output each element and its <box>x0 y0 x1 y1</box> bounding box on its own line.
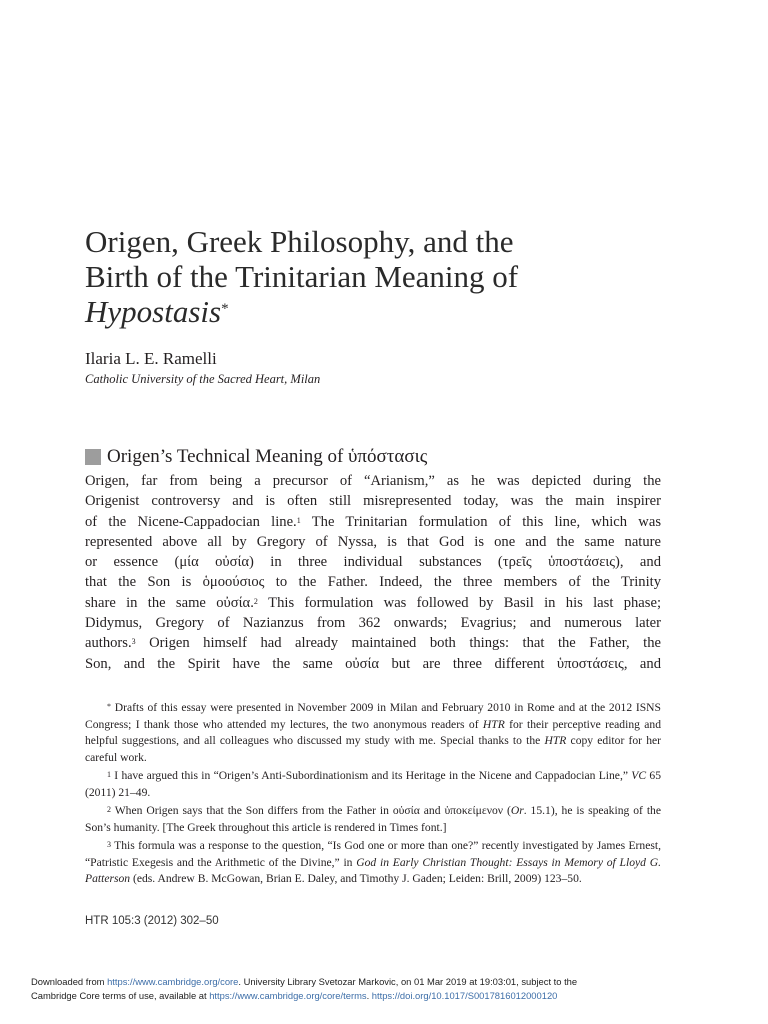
footnote-ref-1[interactable]: 1 <box>296 515 301 525</box>
footnotes <box>85 700 661 890</box>
footnote-ref-2[interactable]: 2 <box>253 596 258 606</box>
title-line-3 <box>85 294 645 329</box>
title-footnote-mark[interactable]: * <box>221 301 229 317</box>
body-line: of the Nicene-Cappadocian line.$^1$ The Trinitarian formulation of this line, which was <box>85 513 662 530</box>
body-line: authors.$^3$ Origen himself had already maintained both things: that the Father, the <box>85 635 661 652</box>
body-line: or essence (μία οὐσία) in three individual substances (τρεῖς ὑποστάσεις), and <box>85 554 661 571</box>
title-hypostasis: Hypostasis <box>85 294 222 329</box>
body-line: Origen, far from being a precursor of “Arianism,” as he was depicted during the <box>85 473 661 489</box>
section-square-icon <box>85 449 101 465</box>
footnote-2: $^2$ When Origen says that the Son differs from the Father in οὐσία and ὑποκείμενον (Or. 15.1), he is speaking of the Son’s humanity. [The Greek throughout this article is rendered in Times font.] <box>85 804 661 834</box>
body-line: share in the same οὐσία.$^2$ This formulation was followed by Basil in his last phase; <box>85 594 661 611</box>
body-line: Origenist controversy and is often still misrepresented today, was the main inspirer <box>85 493 661 510</box>
body-line: Didymus, Gregory of Nazianzus from 362 onwards; Evagrius; and numerous later <box>85 615 661 632</box>
author-name: Ilaria L. E. Ramelli <box>85 349 217 368</box>
title-line-1: Origen, Greek Philosophy, and the <box>85 224 514 259</box>
journal-reference: HTR 105:3 (2012) 302–50 <box>85 915 219 927</box>
title-line-2: Birth of the Trinitarian Meaning of <box>85 259 519 294</box>
footnote-star: * Drafts of this essay were presented in November 2009 in Milan and February 2010 in Rome and at the 2012 ISNS Congress; I thank those who attended my lectures, the two anonymous readers of HTR for their perceptive reading and helpful suggestions, and all colleagues who discussed my study with me. Special thanks to the HTR copy editor for her careful work. <box>85 701 661 764</box>
cambridge-core-link[interactable]: https://www.cambridge.org/core <box>107 976 239 987</box>
section-heading <box>85 446 427 468</box>
body-line: Son, and the Spirit have the same οὐσία but are three different ὑποστάσεις, and <box>85 655 661 672</box>
section-heading-text: Origen’s Technical Meaning of ὑπόστασις <box>107 446 428 467</box>
body-line: represented above all by Gregory of Nyssa, is that God is one and the same nature <box>85 533 661 550</box>
author-affiliation: Catholic University of the Sacred Heart, Milan <box>85 372 321 386</box>
article-title <box>85 224 645 329</box>
body-text <box>85 471 661 674</box>
download-notice: Downloaded from https://www.cambridge.org/core. University Library Svetozar Markovic, on 01 Mar 2019 at 19:03:01, subject to the Cambridge Core terms of use, available at https://www.cambridge.org/core/terms. https://doi.org/10.1017/S0017816012000120 <box>31 976 578 1001</box>
footnote-ref-3[interactable]: 3 <box>131 637 136 647</box>
footnote-1: $^1$ I have argued this in “Origen’s Anti-Subordinationism and its Heritage in the Nicene and Cappadocian Line,” VC 65 (2011) 21–49. <box>85 769 661 799</box>
footnote-3: $^3$ This formula was a response to the question, “Is God one or more than one?” recently investigated by James Ernest, “Patristic Exegesis and the Arithmetic of the Divine,” in God in Early Christian Thought: Essays in Memory of Lloyd G. Patterson (eds. Andrew B. McGowan, Brian E. Daley, and Timothy J. Gaden; Leiden: Brill, 2009) 123–50. <box>85 839 661 885</box>
doi-link[interactable]: https://doi.org/10.1017/S0017816012000120 <box>371 989 558 1001</box>
terms-link[interactable]: https://www.cambridge.org/core/terms <box>209 989 367 1001</box>
body-line: that the Son is ὁμοούσιος to the Father. Indeed, the three members of the Trinity <box>85 574 661 591</box>
